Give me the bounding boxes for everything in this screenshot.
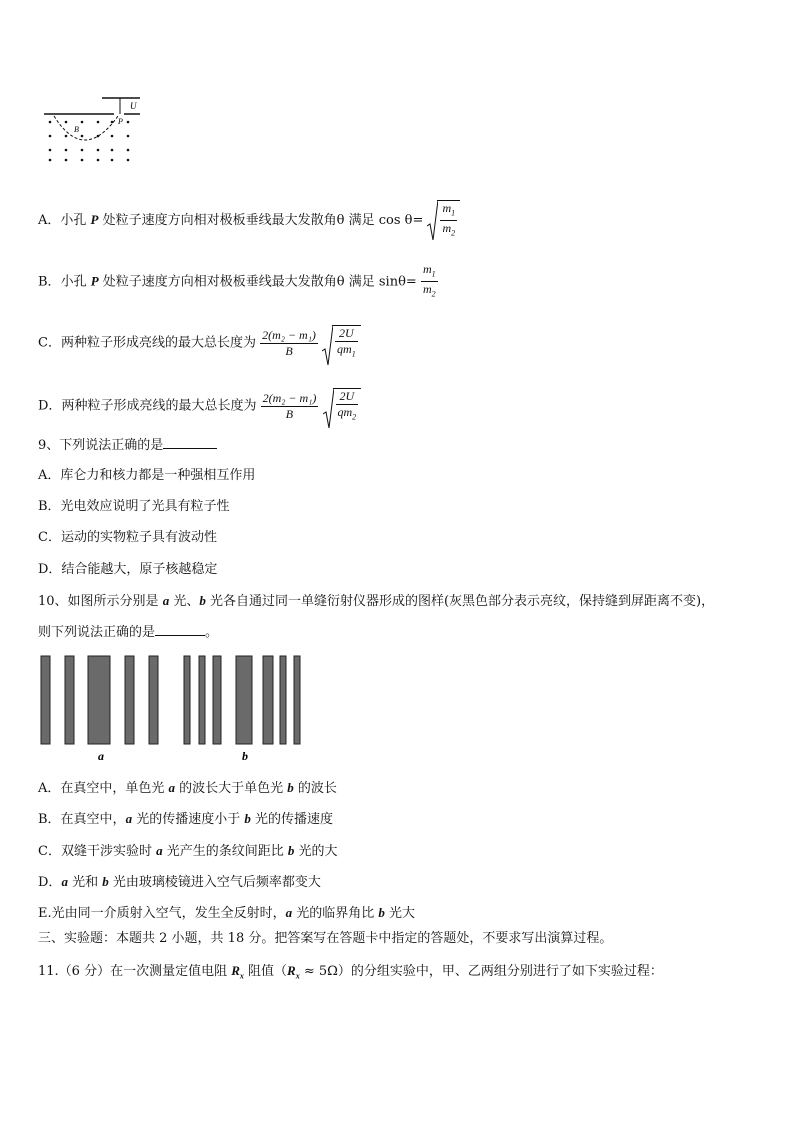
q10-option-e: E.光由同一介质射入空气，发生全反射时，a 光的临界角比 b 光大 bbox=[38, 905, 416, 921]
pattern-a bbox=[41, 656, 158, 744]
pattern-b-label: b bbox=[242, 749, 248, 763]
q8-option-a: A．小孔 P 处粒子速度方向相对极板垂线最大发散角θ 满足 cos θ= $\frac{m_1}{m_2}$ bbox=[38, 200, 460, 241]
sqrt-expression: $\frac{2U}{qm_2}$ bbox=[323, 388, 362, 424]
q10-option-a: A．在真空中，单色光 a 的波长大于单色光 b 的波长 bbox=[38, 780, 337, 796]
q8-option-d: D．两种粒子形成亮线的最大总长度为 $\frac{\text{2(m₂ − m₁)}}{B}$ $\frac{2U}{qm_2}$ bbox=[38, 388, 361, 424]
q10-option-d: D．a 光和 b 光由玻璃棱镜进入空气后频率都变大 bbox=[38, 874, 321, 890]
magnetic-field-figure bbox=[44, 92, 144, 164]
section-3-heading: 三、实验题：本题共 2 小题，共 18 分。把答案写在答题卡中指定的答题处，不要求写出演算过程。 bbox=[38, 931, 613, 946]
q9-option-b: B．光电效应说明了光具有粒子性 bbox=[38, 499, 230, 514]
q9-option-a: A．库仑力和核力都是一种强相互作用 bbox=[38, 468, 256, 483]
sqrt-expression: $\frac{m_1}{m_2}$ bbox=[427, 200, 460, 241]
q11-stem: 11.（6 分）在一次测量定值电阻 $R_x$ 阻值$(R_x \approx 5\Omega)$的分组实验中，甲、乙两组分别进行了如下实验过程： bbox=[38, 963, 663, 981]
pattern-b bbox=[184, 656, 300, 744]
q10-option-b: B．在真空中，a 光的传播速度小于 b 光的传播速度 bbox=[38, 811, 333, 827]
q10-stem-line2: 则下列说法正确的是 。 bbox=[38, 625, 219, 640]
sqrt-expression: $\frac{2U}{qm_1}$ bbox=[322, 325, 361, 361]
label-p: P bbox=[118, 117, 123, 126]
q9-stem: 9、下列说法正确的是 bbox=[38, 436, 217, 455]
q10-option-c: C．双缝干涉实验时 a 光产生的条纹间距比 b 光的大 bbox=[38, 843, 338, 859]
answer-blank[interactable] bbox=[155, 623, 205, 636]
q8-option-b: B．小孔 P 处粒子速度方向相对极板垂线最大发散角θ 满足 sinθ= $\frac{m_1}{m_2}$ bbox=[38, 262, 436, 299]
q9-option-d: D．结合能越大，原子核越稳定 bbox=[38, 562, 218, 577]
q10-stem-line1: 10、如图所示分别是 a 光、b 光各自通过同一单缝衍射仪器形成的图样(灰黑色部分表示亮纹，保持缝到屏距离不变)， bbox=[38, 593, 715, 609]
diffraction-pattern-figure bbox=[38, 654, 310, 766]
pattern-a-label: a bbox=[98, 749, 104, 763]
label-b: B bbox=[74, 125, 79, 134]
answer-blank[interactable] bbox=[163, 436, 217, 449]
q8-option-c: C．两种粒子形成亮线的最大总长度为 $\frac{\text{2(m₂ − m₁)}}{B}$ $\frac{2U}{qm_1}$ bbox=[38, 325, 361, 361]
q9-option-c: C．运动的实物粒子具有波动性 bbox=[38, 530, 217, 545]
label-u: U bbox=[130, 101, 137, 111]
